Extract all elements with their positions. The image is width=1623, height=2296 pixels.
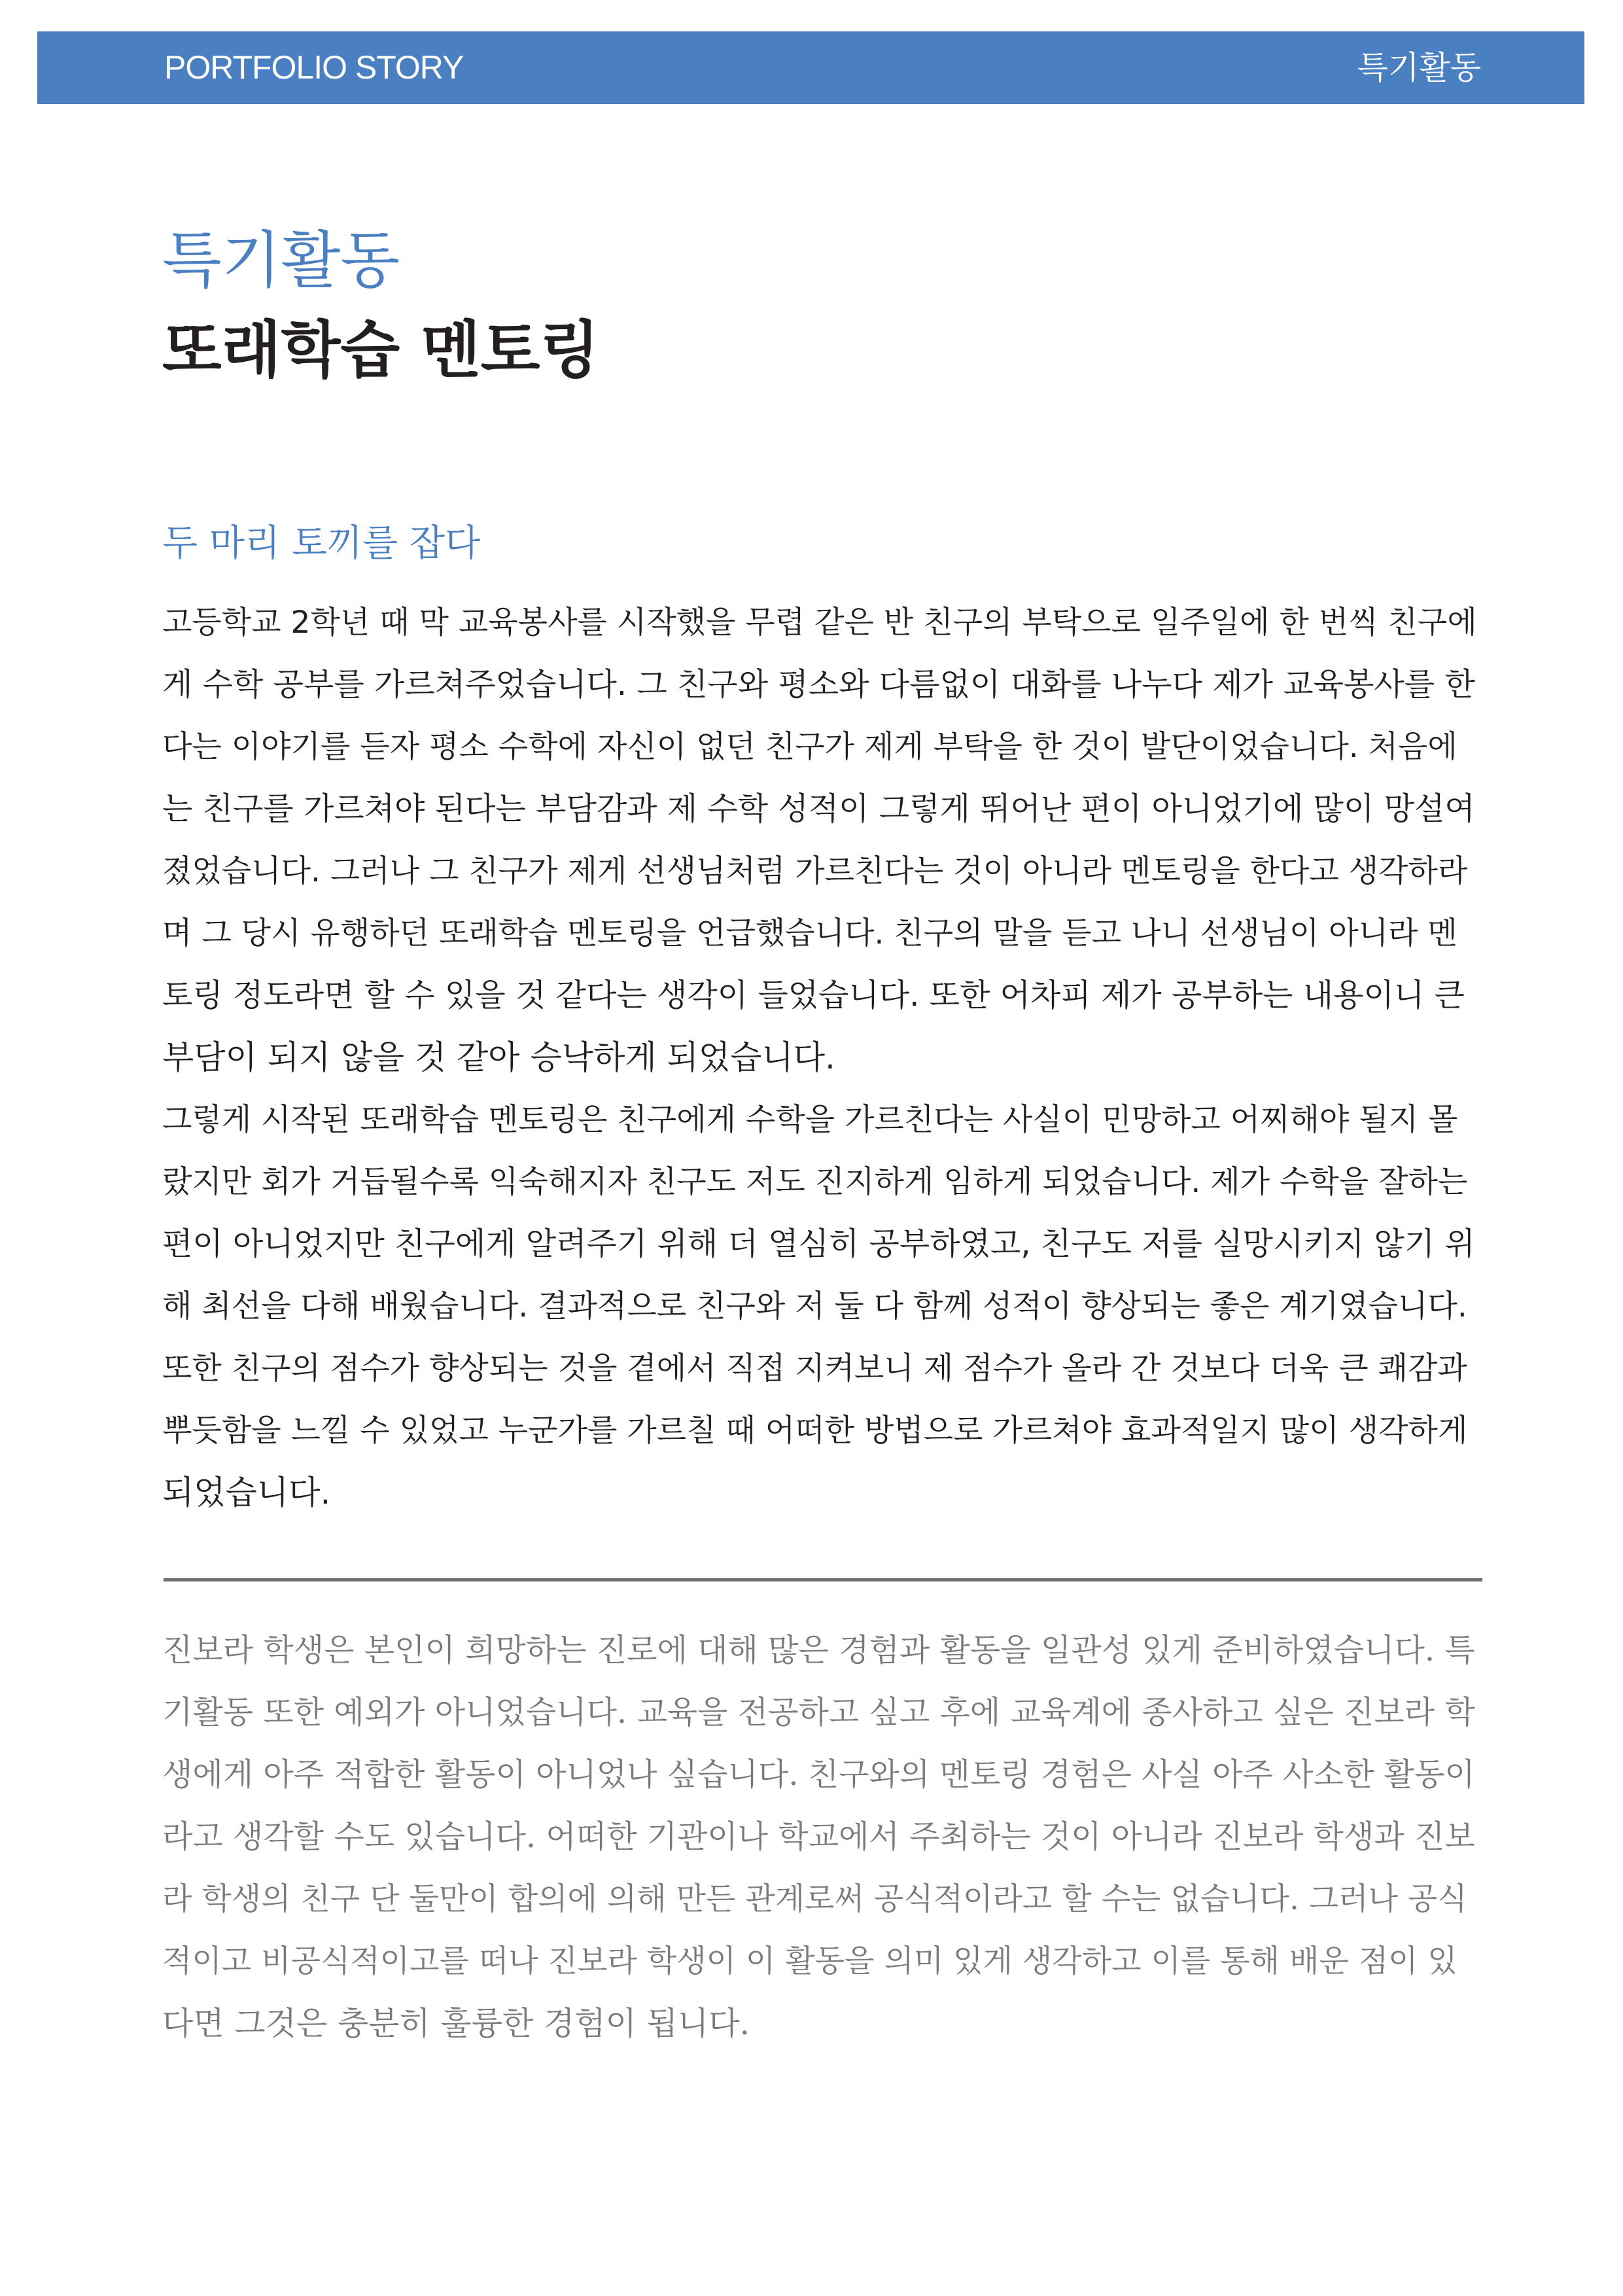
story-line: 편이 아니었지만 친구에게 알려주기 위해 더 열심히 공부하였고, 친구도 저를 실망시키지 않기 위 bbox=[162, 1226, 1475, 1262]
story-line: 해 최선을 다해 배웠습니다. 결과적으로 친구와 저 둘 다 함께 성적이 향상되는 좋은 계기였습니다. bbox=[162, 1288, 1467, 1324]
section-subheading: 두 마리 토끼를 잡다 bbox=[162, 522, 481, 565]
page-title: 또래학습 멘토링 bbox=[162, 315, 600, 386]
story-line: 토링 정도라면 할 수 있을 것 같다는 생각이 들었습니다. 또한 어차피 제가 공부하는 내용이니 큰 bbox=[162, 977, 1465, 1014]
story-line: 며 그 당시 유행하던 또래학습 멘토링을 언급했습니다. 친구의 말을 듣고 나니 선생님이 아니라 멘 bbox=[162, 915, 1457, 951]
story-line: 게 수학 공부를 가르쳐주었습니다. 그 친구와 평소와 다름없이 대화를 나누다 제가 교육봉사를 한 bbox=[162, 666, 1475, 703]
review-body bbox=[162, 1619, 1484, 2055]
header-series-title: PORTFOLIO STORY bbox=[164, 49, 464, 86]
story-line: 다는 이야기를 듣자 평소 수학에 자신이 없던 친구가 제게 부탁을 한 것이 발단이었습니다. 처음에 bbox=[162, 729, 1457, 765]
story-line: 또한 친구의 점수가 향상되는 것을 곁에서 직접 지켜보니 제 점수가 올라 간 것보다 더욱 큰 쾌감과 bbox=[162, 1351, 1467, 1386]
story-line: 랐지만 회가 거듭될수록 익숙해지자 친구도 저도 진지하게 임하게 되었습니다. 제가 수학을 잘하는 bbox=[162, 1164, 1468, 1200]
review-line: 라 학생의 친구 단 둘만이 합의에 의해 만든 관계로써 공식적이라고 할 수는 없습니다. 그러나 공식 bbox=[162, 1881, 1467, 1917]
review-line: 라고 생각할 수도 있습니다. 어떠한 기관이나 학교에서 주최하는 것이 아니라 진보라 학생과 진보 bbox=[162, 1818, 1475, 1855]
header-section-label: 특기활동 bbox=[1357, 49, 1481, 86]
category-heading: 특기활동 bbox=[162, 225, 400, 296]
story-line: 뿌듯함을 느낄 수 있었고 누군가를 가르칠 때 어떠한 방법으로 가르쳐야 효과적일지 많이 생각하게 bbox=[162, 1413, 1468, 1449]
story-line: 그렇게 시작된 또래학습 멘토링은 친구에게 수학을 가르친다는 사실이 민망하고 어찌해야 될지 몰 bbox=[162, 1102, 1458, 1138]
header-bar bbox=[37, 31, 1584, 104]
story-line: 졌었습니다. 그러나 그 친구가 제게 선생님처럼 가르친다는 것이 아니라 멘토링을 한다고 생각하라 bbox=[162, 853, 1468, 889]
review-line: 적이고 비공식적이고를 떠나 진보라 학생이 이 활동을 의미 있게 생각하고 이를 통해 배운 점이 있 bbox=[162, 1943, 1457, 1979]
story-line: 고등학교 2학년 때 막 교육봉사를 시작했을 무렵 같은 반 친구의 부탁으로 일주일에 한 번씩 친구에 bbox=[162, 605, 1477, 641]
story-line: 는 친구를 가르쳐야 된다는 부담감과 제 수학 성적이 그렇게 뛰어난 편이 아니었기에 많이 망설여 bbox=[162, 790, 1475, 827]
story-body bbox=[162, 592, 1484, 1524]
review-line: 다면 그것은 충분히 훌륭한 경험이 됩니다. bbox=[162, 2005, 750, 2042]
section-divider bbox=[164, 1578, 1482, 1581]
story-line: 되었습니다. bbox=[162, 1474, 331, 1511]
story-line: 부담이 되지 않을 것 같아 승낙하게 되었습니다. bbox=[162, 1038, 835, 1076]
review-line: 기활동 또한 예외가 아니었습니다. 교육을 전공하고 싶고 후에 교육계에 종사하고 싶은 진보라 학 bbox=[162, 1694, 1475, 1731]
review-line: 생에게 아주 적합한 활동이 아니었나 싶습니다. 친구와의 멘토링 경험은 사실 아주 사소한 활동이 bbox=[162, 1756, 1475, 1793]
review-line: 진보라 학생은 본인이 희망하는 진로에 대해 많은 경험과 활동을 일관성 있게 준비하였습니다. 특 bbox=[162, 1632, 1475, 1669]
